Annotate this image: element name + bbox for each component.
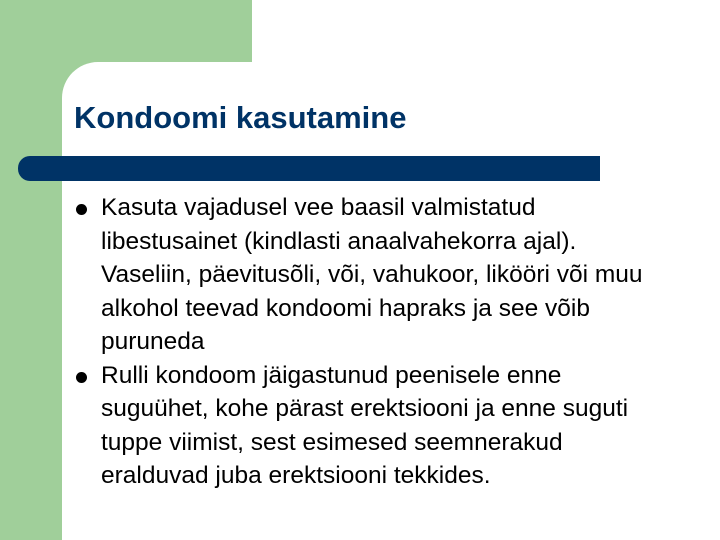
slide-title: Kondoomi kasutamine — [74, 100, 407, 135]
bullet-text: Kasuta vajadusel vee baasil valmistatud libestusainet (kindlasti anaalvahekorra ajal). Vaseliin, päevitusõli, või, vahukoor, likööri või muu alkohol teevad kondoomi hapraks ja see võib puruneda — [101, 194, 643, 355]
title-underline-bar — [18, 156, 600, 181]
bullet-dot-icon — [76, 204, 87, 215]
bullet-item — [72, 191, 672, 359]
bullet-text: Rulli kondoom jäigastunud peenisele enne suguühet, kohe pärast erektsiooni ja enne suguti tuppe viimist, sest esimesed seemnerakud eralduvad juba erektsiooni tekkides. — [101, 361, 629, 489]
bullet-item — [72, 359, 672, 493]
bullet-list — [72, 191, 672, 493]
bullet-dot-icon — [76, 372, 87, 383]
